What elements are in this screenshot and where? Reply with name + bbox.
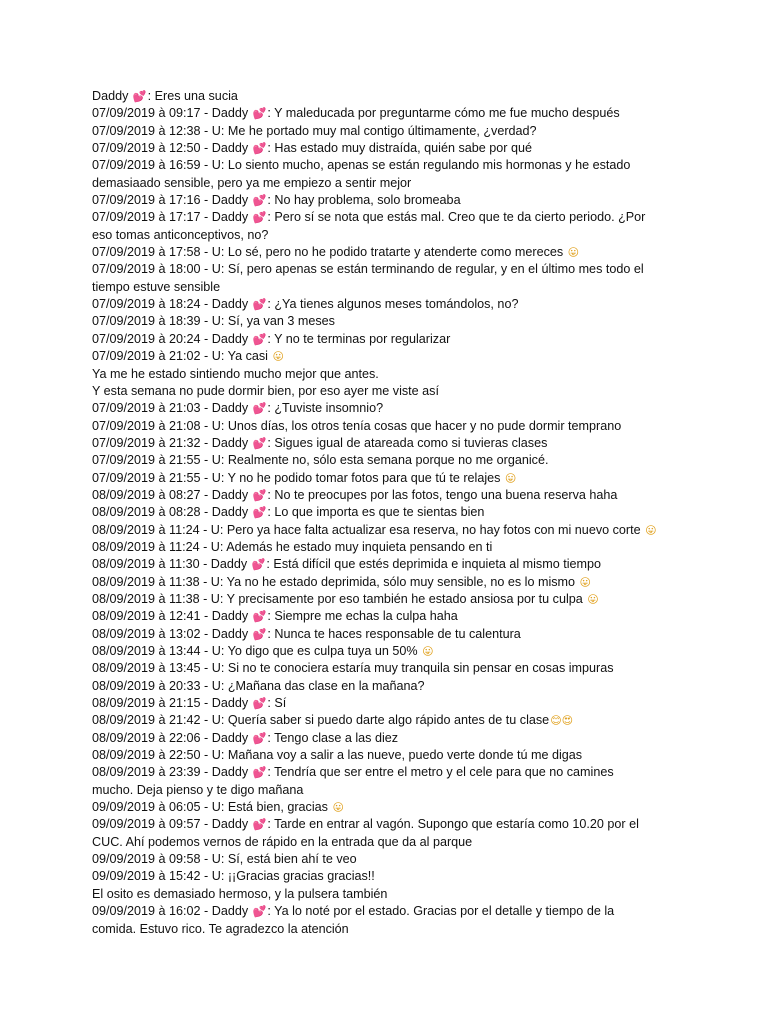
line-text: 08/09/2019 à 11:38 - U: Y precisamente por eso también he estado ansiosa por tu culpa bbox=[92, 591, 587, 606]
line-text: 08/09/2019 à 21:42 - U: Quería saber si puedo darte algo rápido antes de tu clase bbox=[92, 713, 550, 728]
line-text: eso tomas anticonceptivos, no? bbox=[92, 227, 269, 242]
two-hearts-icon: 💕 bbox=[251, 558, 266, 572]
transcript-line bbox=[92, 209, 692, 226]
line-text: 07/09/2019 à 21:02 - U: Ya casi bbox=[92, 349, 272, 364]
line-text: Ya me he estado sintiendo mucho mejor que antes. bbox=[92, 366, 379, 381]
transcript-line bbox=[92, 123, 692, 140]
line-text: 07/09/2019 à 09:17 - Daddy bbox=[92, 106, 252, 121]
two-hearts-icon: 💕 bbox=[252, 488, 267, 502]
two-hearts-icon: 💕 bbox=[252, 506, 267, 520]
line-text: mucho. Deja pienso y te digo mañana bbox=[92, 782, 304, 797]
line-message: : Está difícil que estés deprimida e inquieta al mismo tiempo bbox=[266, 557, 602, 572]
line-text: 08/09/2019 à 22:50 - U: Mañana voy a salir a las nueve, puedo verte donde tú me digas bbox=[92, 748, 583, 763]
emoji-face-icon: 😛 bbox=[272, 350, 284, 364]
transcript-line bbox=[92, 140, 692, 157]
chat-transcript-page bbox=[92, 88, 692, 938]
transcript-line bbox=[92, 366, 692, 383]
transcript-line bbox=[92, 383, 692, 400]
transcript-line bbox=[92, 105, 692, 122]
line-text: 08/09/2019 à 08:28 - Daddy bbox=[92, 505, 252, 520]
line-text: 09/09/2019 à 09:58 - U: Sí, está bien ahí te veo bbox=[92, 852, 357, 867]
transcript-line bbox=[92, 192, 692, 209]
two-hearts-icon: 💕 bbox=[252, 610, 267, 624]
line-text: 07/09/2019 à 17:58 - U: Lo sé, pero no he podido tratarte y atenderte como mereces bbox=[92, 245, 567, 260]
line-message: : Pero sí se nota que estás mal. Creo que te da cierto periodo. ¿Por bbox=[267, 210, 646, 225]
line-message: : ¿Ya tienes algunos meses tomándolos, no? bbox=[267, 297, 519, 312]
two-hearts-icon: 💕 bbox=[252, 211, 267, 225]
line-message: : Sí bbox=[267, 696, 287, 711]
line-text: 08/09/2019 à 11:30 - Daddy bbox=[92, 557, 251, 572]
transcript-line bbox=[92, 678, 692, 695]
two-hearts-icon: 💕 bbox=[252, 731, 267, 745]
line-message: : Eres una sucia bbox=[147, 89, 238, 103]
emoji-face-icon: 😛 bbox=[422, 645, 434, 658]
transcript-line bbox=[92, 921, 692, 938]
transcript-line bbox=[92, 522, 692, 539]
transcript-line bbox=[92, 556, 692, 573]
two-hearts-icon: 💕 bbox=[252, 142, 267, 156]
transcript-line bbox=[92, 747, 692, 764]
line-text: 07/09/2019 à 21:32 - Daddy bbox=[92, 435, 252, 450]
transcript-line bbox=[92, 695, 692, 712]
line-text: 07/09/2019 à 18:24 - Daddy bbox=[92, 297, 252, 312]
transcript-line bbox=[92, 539, 692, 556]
transcript-line bbox=[92, 227, 692, 244]
transcript-line bbox=[92, 730, 692, 747]
line-text: CUC. Ahí podemos vernos de rápido en la entrada que da al parque bbox=[92, 834, 473, 849]
two-hearts-icon: 💕 bbox=[252, 818, 267, 832]
transcript-line bbox=[92, 452, 692, 469]
transcript-line bbox=[92, 88, 692, 105]
transcript-line bbox=[92, 608, 692, 625]
line-text: Y esta semana no pude dormir bien, por eso ayer me viste así bbox=[92, 383, 439, 398]
two-hearts-icon: 💕 bbox=[252, 697, 267, 711]
emoji-face-icon: 😛 bbox=[587, 592, 599, 606]
transcript-line bbox=[92, 903, 692, 920]
transcript-line bbox=[92, 886, 692, 903]
line-message: : Has estado muy distraída, quién sabe por qué bbox=[267, 141, 532, 156]
line-text: Daddy bbox=[92, 89, 132, 103]
line-text: 07/09/2019 à 16:59 - U: Lo siento mucho, apenas se están regulando mis hormonas y he estado bbox=[92, 158, 631, 173]
transcript-line bbox=[92, 244, 692, 261]
line-message: : Tengo clase a las diez bbox=[267, 730, 399, 745]
line-message: : No hay problema, solo bromeaba bbox=[267, 193, 461, 208]
emoji-face-icon: 😛 bbox=[567, 246, 580, 260]
transcript-line bbox=[92, 764, 692, 781]
transcript-line bbox=[92, 261, 692, 278]
line-text: 08/09/2019 à 13:02 - Daddy bbox=[92, 626, 252, 641]
line-text: 08/09/2019 à 21:15 - Daddy bbox=[92, 696, 252, 711]
line-text: 08/09/2019 à 11:24 - U: Además he estado muy inquieta pensando en ti bbox=[92, 539, 493, 554]
transcript-line bbox=[92, 435, 692, 452]
line-text: 07/09/2019 à 12:38 - U: Me he portado muy mal contigo últimamente, ¿verdad? bbox=[92, 123, 537, 138]
transcript-line bbox=[92, 816, 692, 833]
line-text: 08/09/2019 à 11:24 - U: Pero ya hace falta actualizar esa reserva, no hay fotos con mi nuevo corte bbox=[92, 522, 645, 537]
line-text: 08/09/2019 à 13:45 - U: Si no te conociera estaría muy tranquila sin pensar en cosas impuras bbox=[92, 661, 614, 676]
two-hearts-icon: 💕 bbox=[252, 905, 267, 919]
transcript-line bbox=[92, 175, 692, 192]
line-message: : No te preocupes por las fotos, tengo una buena reserva haha bbox=[267, 487, 618, 502]
line-text: 07/09/2019 à 18:39 - U: Sí, ya van 3 meses bbox=[92, 314, 335, 329]
emoji-faces-icon: 😊😍 bbox=[550, 714, 574, 728]
transcript-line bbox=[92, 643, 692, 660]
transcript-line bbox=[92, 868, 692, 885]
line-text: 09/09/2019 à 09:57 - Daddy bbox=[92, 817, 252, 832]
line-text: 08/09/2019 à 11:38 - U: Ya no he estado deprimida, sólo muy sensible, no es lo mismo bbox=[92, 574, 579, 589]
line-message: : Sigues igual de atareada como si tuvieras clases bbox=[267, 435, 548, 450]
transcript-line bbox=[92, 834, 692, 851]
line-text: 07/09/2019 à 21:03 - Daddy bbox=[92, 401, 252, 416]
line-message: : Siempre me echas la culpa haha bbox=[267, 609, 458, 624]
line-text: comida. Estuvo rico. Te agradezco la atención bbox=[92, 921, 349, 936]
transcript-line bbox=[92, 504, 692, 521]
transcript-line bbox=[92, 799, 692, 816]
transcript-line bbox=[92, 348, 692, 365]
line-text: 07/09/2019 à 18:00 - U: Sí, pero apenas se están terminando de regular, y en el último mes todo el bbox=[92, 262, 644, 277]
transcript-line bbox=[92, 313, 692, 330]
emoji-face-icon: 😛 bbox=[504, 471, 517, 485]
line-message: : Tarde en entrar al vagón. Supongo que estaría como 10.20 por el bbox=[267, 817, 639, 832]
line-text: 07/09/2019 à 12:50 - Daddy bbox=[92, 141, 252, 156]
line-message: : Lo que importa es que te sientas bien bbox=[267, 505, 485, 520]
line-text: 07/09/2019 à 21:55 - U: Realmente no, sólo esta semana porque no me organicé. bbox=[92, 453, 549, 468]
two-hearts-icon: 💕 bbox=[252, 402, 267, 416]
line-text: demasiaado sensible, pero ya me empiezo a sentir mejor bbox=[92, 175, 412, 190]
line-text: 08/09/2019 à 23:39 - Daddy bbox=[92, 765, 252, 780]
transcript-line bbox=[92, 782, 692, 799]
two-hearts-icon: 💕 bbox=[252, 627, 267, 641]
line-text: El osito es demasiado hermoso, y la pulsera también bbox=[92, 886, 388, 901]
line-message: : Y maleducada por preguntarme cómo me fue mucho después bbox=[267, 106, 620, 121]
line-text: tiempo estuve sensible bbox=[92, 279, 221, 294]
two-hearts-icon: 💕 bbox=[132, 90, 147, 103]
transcript-line bbox=[92, 418, 692, 435]
line-text: 07/09/2019 à 20:24 - Daddy bbox=[92, 331, 252, 346]
line-text: 09/09/2019 à 15:42 - U: ¡¡Gracias gracias gracias!! bbox=[92, 869, 375, 884]
line-message: : Ya lo noté por el estado. Gracias por el detalle y tiempo de la bbox=[267, 904, 615, 919]
transcript-line bbox=[92, 626, 692, 643]
emoji-face-icon: 😛 bbox=[645, 523, 657, 537]
two-hearts-icon: 💕 bbox=[252, 107, 267, 121]
transcript-line bbox=[92, 660, 692, 677]
line-text: 08/09/2019 à 13:44 - U: Yo digo que es culpa tuya un 50% bbox=[92, 644, 422, 658]
line-text: 09/09/2019 à 06:05 - U: Está bien, gracias bbox=[92, 800, 332, 815]
emoji-face-icon: 😛 bbox=[579, 575, 592, 589]
line-message: : ¿Tuviste insomnio? bbox=[267, 401, 384, 416]
two-hearts-icon: 💕 bbox=[252, 194, 267, 208]
transcript-line bbox=[92, 851, 692, 868]
two-hearts-icon: 💕 bbox=[252, 332, 267, 346]
line-message: : Tendría que ser entre el metro y el cele para que no camines bbox=[267, 765, 614, 780]
line-text: 07/09/2019 à 17:16 - Daddy bbox=[92, 193, 252, 208]
transcript-line bbox=[92, 157, 692, 174]
line-text: 08/09/2019 à 08:27 - Daddy bbox=[92, 487, 252, 502]
transcript-line bbox=[92, 331, 692, 348]
line-text: 07/09/2019 à 17:17 - Daddy bbox=[92, 210, 252, 225]
line-text: 08/09/2019 à 20:33 - U: ¿Mañana das clase en la mañana? bbox=[92, 678, 425, 693]
transcript-line bbox=[92, 712, 692, 729]
transcript-line bbox=[92, 400, 692, 417]
line-text: 08/09/2019 à 12:41 - Daddy bbox=[92, 609, 252, 624]
line-text: 07/09/2019 à 21:08 - U: Unos días, los otros tenía cosas que hacer y no pude dormir temprano bbox=[92, 418, 622, 433]
line-text: 09/09/2019 à 16:02 - Daddy bbox=[92, 904, 252, 919]
line-message: : Nunca te haces responsable de tu calentura bbox=[267, 626, 521, 641]
two-hearts-icon: 💕 bbox=[252, 436, 267, 450]
two-hearts-icon: 💕 bbox=[252, 766, 267, 780]
transcript-line bbox=[92, 279, 692, 296]
two-hearts-icon: 💕 bbox=[252, 298, 267, 312]
line-message: : Y no te terminas por regularizar bbox=[267, 331, 451, 346]
transcript-line bbox=[92, 296, 692, 313]
line-text: 07/09/2019 à 21:55 - U: Y no he podido tomar fotos para que tú te relajes bbox=[92, 470, 504, 485]
transcript-line bbox=[92, 470, 692, 487]
emoji-face-icon: 😛 bbox=[332, 801, 344, 815]
transcript-line bbox=[92, 591, 692, 608]
line-text: 08/09/2019 à 22:06 - Daddy bbox=[92, 730, 252, 745]
transcript-line bbox=[92, 574, 692, 591]
transcript-line bbox=[92, 487, 692, 504]
